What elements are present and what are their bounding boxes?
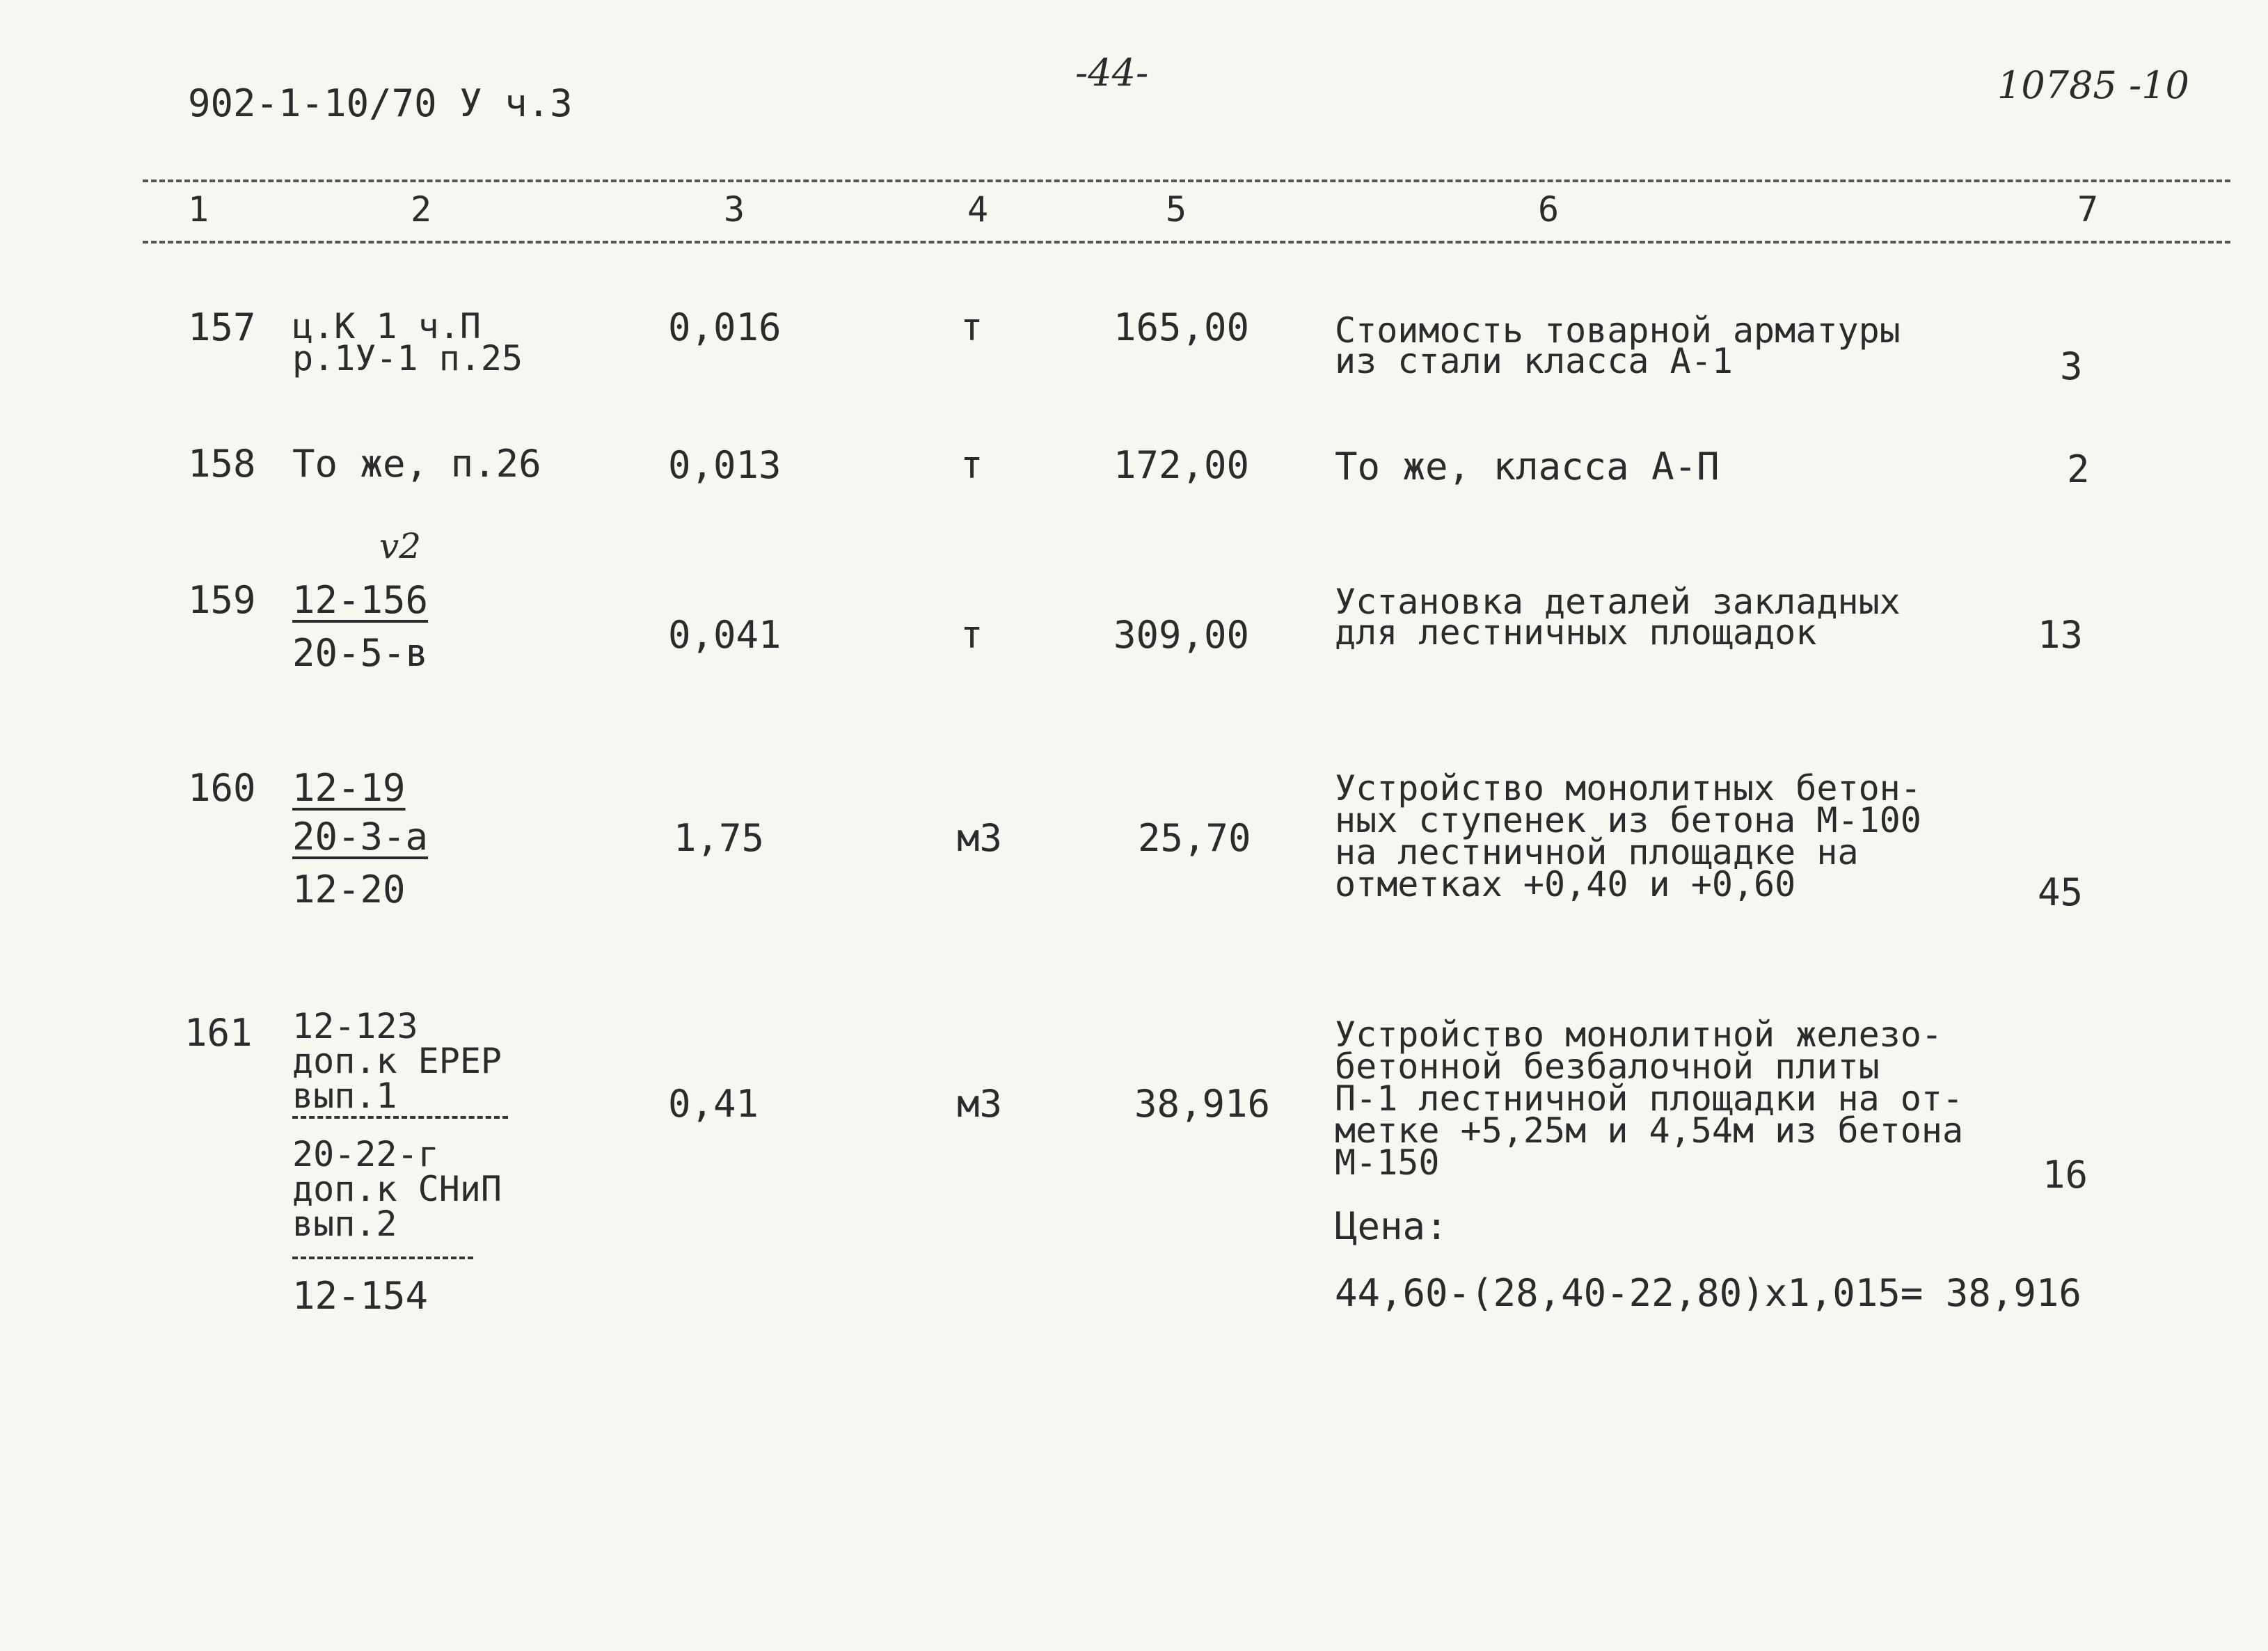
row-158-unit-price: 172,00 — [1113, 443, 1250, 487]
archive-number: 10785 -10 — [1997, 63, 2189, 107]
row-161-unit: м3 — [957, 1082, 1003, 1126]
row-159-unit-price: 309,00 — [1113, 613, 1250, 657]
row-159-description — [1335, 582, 1901, 653]
description-line: Стоимость товарной арматуры — [1335, 310, 1901, 351]
description-line: на лестничной площадке на — [1335, 832, 1859, 872]
row-158-total: 2 — [2067, 447, 2090, 491]
row-161-reference-divider-1 — [292, 1116, 508, 1119]
description-line: Устройство монолитной железо- — [1335, 1014, 1942, 1055]
reference-line: 20-22-г — [292, 1134, 439, 1174]
row-161-price-label: Цена: — [1335, 1204, 1448, 1248]
row-159-number: 159 — [188, 578, 256, 622]
row-160-unit-price: 25,70 — [1138, 816, 1251, 860]
row-160-reference-1: 12-19 — [292, 766, 406, 810]
reference-line: доп.к ЕРЕР — [292, 1041, 502, 1081]
column-header-6: 6 — [1538, 189, 1560, 230]
row-160-unit: м3 — [957, 816, 1003, 860]
row-159-total: 13 — [2038, 613, 2084, 657]
reference-line: вып.2 — [292, 1204, 397, 1244]
column-header-2: 2 — [411, 189, 432, 230]
description-line: бетонной безбалочной плиты — [1335, 1046, 1880, 1087]
row-161-number: 161 — [184, 1011, 253, 1055]
row-157-reference — [292, 306, 523, 378]
description-line: метке +5,25м и 4,54м из бетона — [1335, 1110, 1964, 1151]
column-header-7: 7 — [2077, 189, 2099, 230]
reference-line: ц.К 1 ч.П — [292, 306, 481, 346]
row-159-quantity: 0,041 — [668, 613, 782, 657]
row-161-reference-lower — [292, 1134, 502, 1244]
description-line: М-150 — [1335, 1142, 1440, 1183]
row-159-handwritten-mark: v2 — [379, 526, 422, 566]
table-header-rule — [143, 241, 2230, 244]
row-160-reference-3: 12-20 — [292, 868, 406, 911]
row-161-reference-last: 12-154 — [292, 1274, 429, 1318]
row-160-quantity: 1,75 — [674, 816, 765, 860]
row-160-description — [1335, 768, 1921, 904]
row-161-reference — [292, 1006, 502, 1116]
description-line: Устройство монолитных бетон- — [1335, 768, 1921, 808]
table-top-rule — [143, 180, 2230, 182]
reference-line: доп.к СНиП — [292, 1169, 502, 1209]
description-line: Установка деталей закладных — [1335, 582, 1901, 622]
row-160-total: 45 — [2038, 870, 2084, 914]
row-158-number: 158 — [188, 442, 256, 486]
row-161-quantity: 0,41 — [668, 1082, 759, 1126]
column-header-5: 5 — [1166, 189, 1187, 230]
reference-line: 12-123 — [292, 1006, 418, 1046]
row-157-quantity: 0,016 — [668, 305, 782, 349]
row-157-unit-price: 165,00 — [1113, 305, 1250, 349]
row-161-unit-price: 38,916 — [1134, 1082, 1271, 1126]
row-159-unit: т — [960, 613, 983, 657]
column-header-3: 3 — [724, 189, 745, 230]
description-line: П-1 лестничной площадки на от- — [1335, 1078, 1964, 1119]
row-161-price-formula: 44,60-(28,40-22,80)х1,015= 38,916 — [1335, 1271, 2081, 1315]
description-line: ных ступенек из бетона М-100 — [1335, 800, 1921, 840]
row-157-unit: т — [960, 305, 983, 349]
row-157-description — [1335, 310, 1901, 381]
page-number: -44- — [1075, 51, 1149, 95]
row-158-quantity: 0,013 — [668, 443, 782, 487]
description-line: из стали класса А-1 — [1335, 341, 1733, 381]
row-157-number: 157 — [188, 305, 256, 349]
row-159-reference-bottom: 20-5-в — [292, 631, 429, 675]
column-header-1: 1 — [188, 189, 209, 230]
row-157-total: 3 — [2060, 344, 2083, 388]
row-161-reference-divider-2 — [292, 1257, 473, 1259]
row-160-reference-2: 20-3-а — [292, 815, 429, 859]
column-header-4: 4 — [967, 189, 989, 230]
reference-line: р.1У-1 п.25 — [292, 338, 523, 378]
description-line: отметках +0,40 и +0,60 — [1335, 864, 1796, 904]
row-159-reference-top: 12-156 — [292, 578, 429, 622]
row-160-number: 160 — [188, 766, 256, 810]
row-161-total: 16 — [2043, 1153, 2088, 1197]
reference-line: вып.1 — [292, 1076, 397, 1116]
row-158-reference: То же, п.26 — [292, 442, 541, 486]
document-code: 902-1-10/70 У ч.3 — [188, 81, 573, 125]
description-line: для лестничных площадок — [1335, 612, 1817, 653]
row-161-description — [1335, 1014, 1964, 1183]
row-158-description: То же, класса А-П — [1335, 445, 1720, 488]
row-158-unit: т — [960, 443, 983, 487]
